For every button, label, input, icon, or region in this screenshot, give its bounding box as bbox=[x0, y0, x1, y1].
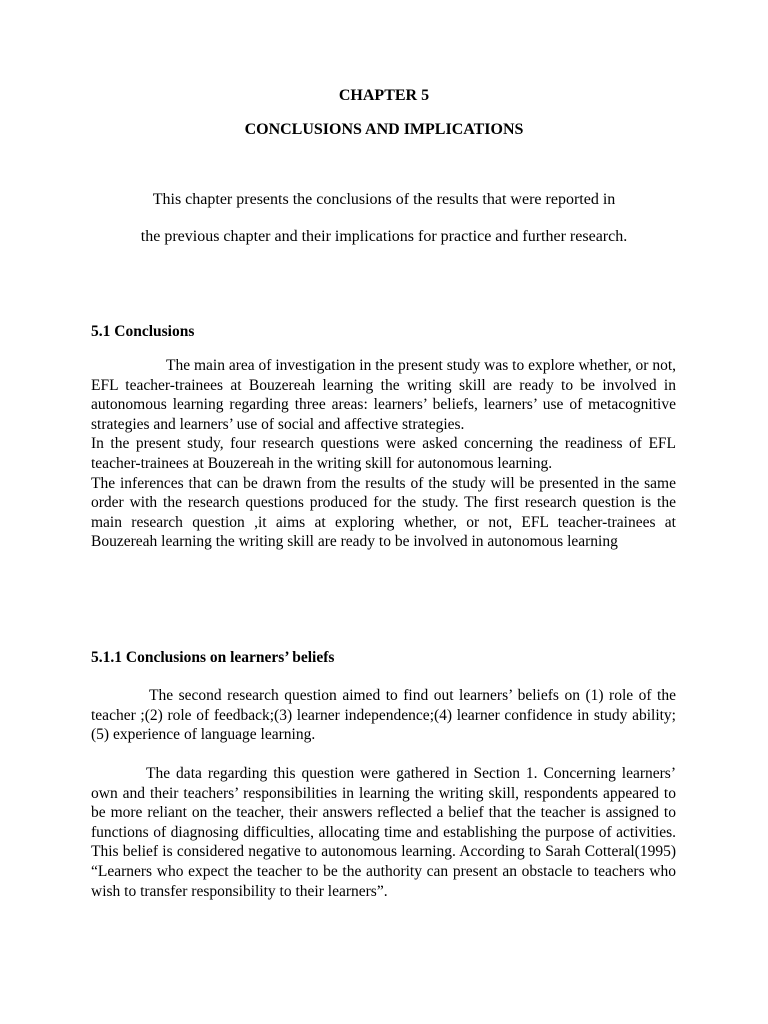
section-heading-5-1-1: 5.1.1 Conclusions on learners’ beliefs bbox=[91, 649, 335, 666]
paragraph-second-question: The second research question aimed to find out learners’ beliefs on (1) role of the teacher ;(2) role of feedback;(3) learner independence;(4) learner confidence in study ability; (5) experience of language learning. bbox=[91, 687, 676, 744]
section-5-1-1-body-2 bbox=[91, 764, 676, 901]
section-5-1-body bbox=[91, 356, 676, 552]
paragraph-main-area: The main area of investigation in the present study was to explore whether, or not, EFL teacher-trainees at Bouzereah learning the writing skill are ready to be involved in autonomous learning regarding three areas: learners’ beliefs, learners’ use of metacognitive strategies and learners’ use of social and affective strategies. bbox=[91, 357, 676, 433]
section-heading-5-1: 5.1 Conclusions bbox=[91, 323, 195, 340]
paragraph-research-questions: In the present study, four research questions were asked concerning the readiness of EFL teacher-trainees at Bouzereah in the writing skill for autonomous learning. bbox=[91, 435, 676, 472]
chapter-intro-line-1: This chapter presents the conclusions of the results that were reported in bbox=[152, 191, 616, 208]
chapter-intro-line-2: the previous chapter and their implications for practice and further research. bbox=[140, 228, 628, 245]
paragraph-data-section-1: The data regarding this question were gathered in Section 1. Concerning learners’ own and their teachers’ responsibilities in learning the writing skill, respondents appeared to be more reliant on the teacher, their answers reflected a belief that the teacher is assigned to functions of diagnosing difficulties, allocating time and establishing the purpose of activities. This belief is considered negative to autonomous learning. According to Sarah Cotteral(1995) “Learners who expect the teacher to be the authority can present an obstacle to teachers who wish to transfer responsibility to their learners”. bbox=[91, 765, 676, 900]
section-5-1-1-body-1 bbox=[91, 686, 676, 745]
paragraph-inferences: The inferences that can be drawn from the results of the study will be presented in the same order with the research questions produced for the study. The first research question is the main research question ,it aims at exploring whether, or not, EFL teacher-trainees at Bouzereah learning the writing skill are ready to be involved in autonomous learning bbox=[91, 474, 676, 551]
chapter-number: CHAPTER 5 bbox=[338, 87, 430, 104]
chapter-title: CONCLUSIONS AND IMPLICATIONS bbox=[244, 121, 524, 138]
